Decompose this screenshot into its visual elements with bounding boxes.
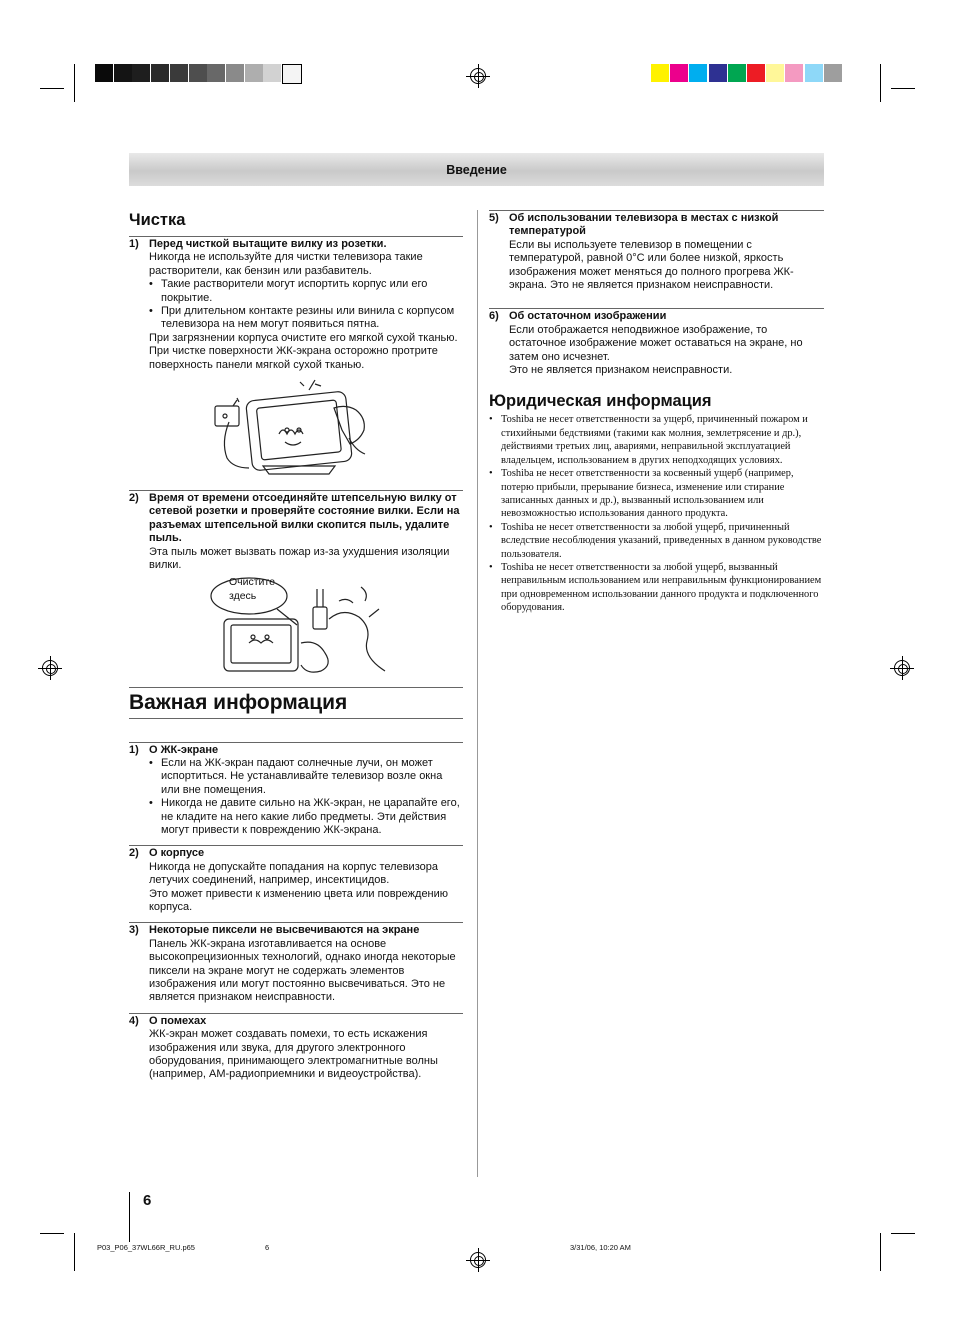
color-swatch xyxy=(132,64,150,82)
item-heading: Об остаточном изображении xyxy=(509,310,667,323)
list-item: • Toshiba не несет ответственности за любой ущерб, вызванный неправильным использованием или неправильным функционированием при одновременном использовании данного продукта и подключенного оборудования. xyxy=(489,561,822,614)
list-item: • При длительном контакте резины или винила с корпусом телевизора на нем могут появиться пятна. xyxy=(149,305,455,331)
important-item-6 xyxy=(489,308,824,377)
registration-mark-icon xyxy=(470,1252,486,1268)
footer-page: 6 xyxy=(265,1243,270,1252)
important-item-4 xyxy=(129,1013,463,1082)
page-number: 6 xyxy=(143,1192,152,1209)
item-text: ЖК-экран может создавать помехи, то есть искажения изображения или звука, для другого электронного оборудования, принимающего электромагнитные волны (например, АМ-радиоприемники и видеоустройства). xyxy=(149,1028,438,1081)
important-item-1 xyxy=(129,742,463,838)
item-text: Это может привести к изменению цвета или повреждению корпуса. xyxy=(149,887,449,913)
color-swatch xyxy=(207,64,225,82)
item-heading: Перед чисткой вытащите вилку из розетки. xyxy=(149,238,387,250)
item-heading: Время от времени отсоединяйте штепсельную вилку от сетевой розетки и проверяйте состояние вилки. Если на разъемах штепсельной вилки скопится пыль, удалите пыль. xyxy=(149,492,460,545)
color-swatch xyxy=(747,64,765,82)
important-item-5 xyxy=(489,210,824,292)
right-column xyxy=(489,210,824,615)
color-swatch xyxy=(151,64,169,82)
section-header-bar xyxy=(129,153,824,186)
crop-mark xyxy=(891,88,915,89)
crop-mark xyxy=(880,64,881,102)
important-item-3 xyxy=(129,922,463,1004)
color-swatch xyxy=(689,64,707,82)
left-column xyxy=(129,210,463,1082)
item-text: Никогда не допускайте попадания на корпус телевизора летучих соединений, например, инсектицидов. xyxy=(149,860,438,887)
crop-mark xyxy=(891,1233,915,1234)
item-text: Если вы используете телевизор в помещении с температурой, равной 0°С или более низкой, яркость изображения может меняться до полного прогрева ЖК-экрана. Это не является признаком неисправности. xyxy=(509,238,794,292)
registration-mark-icon xyxy=(42,660,58,676)
crop-mark xyxy=(880,1233,881,1271)
crop-mark xyxy=(74,64,75,102)
item-number: 5) xyxy=(489,212,499,224)
cleaning-item-1 xyxy=(129,236,463,372)
color-swatch xyxy=(709,64,727,82)
color-swatch xyxy=(245,64,263,82)
color-swatch xyxy=(282,64,302,84)
color-swatch xyxy=(766,64,784,82)
item-heading: О помехах xyxy=(149,1014,207,1027)
color-swatch xyxy=(263,64,281,82)
list-item: • Такие растворители могут испортить корпус или его покрытие. xyxy=(149,278,428,304)
color-swatch xyxy=(114,64,132,82)
list-item: • Toshiba не несет ответственности за косвенный ущерб (например, потерю прибыли, прерывание бизнеса, изменение или стирание записанных данных и др.), вызванный использованием или невозможностью использования данного продукта. xyxy=(489,468,794,520)
item-heading: О корпусе xyxy=(149,847,205,860)
color-swatch xyxy=(226,64,244,82)
item-number: 1) xyxy=(129,743,139,756)
crop-mark xyxy=(74,1233,75,1271)
item-number: 6) xyxy=(489,310,499,323)
color-swatch xyxy=(785,64,803,82)
footer-filename: P03_P06_37WL66R_RU.p65 xyxy=(97,1243,195,1252)
important-info-title: Важная информация xyxy=(129,690,348,714)
plug-cleaning-illustration xyxy=(129,577,463,677)
cleaning-title: Чистка xyxy=(129,211,186,229)
list-item: • Toshiba не несет ответственности за любой ущерб, причиненный вследствие несоблюдения указаний, приведенных в данном руководстве пользователя. xyxy=(489,521,822,560)
important-item-2 xyxy=(129,845,463,914)
item-heading: Об использовании телевизора в местах с низкой температурой xyxy=(509,212,779,238)
color-swatch xyxy=(95,64,113,82)
item-text: Никогда не используйте для чистки телевизора такие растворители, как бензин или разбавитель. xyxy=(149,251,423,277)
color-swatch xyxy=(728,64,746,82)
item-number: 4) xyxy=(129,1014,139,1027)
registration-mark-icon xyxy=(470,68,486,84)
item-number: 3) xyxy=(129,924,139,937)
section-header-title: Введение xyxy=(446,162,507,177)
crop-mark xyxy=(129,1192,130,1242)
color-swatch xyxy=(824,64,842,82)
item-number: 1) xyxy=(129,238,139,250)
tv-cleaning-illustration xyxy=(129,378,463,490)
item-text: Это не является признаком неисправности. xyxy=(509,364,733,377)
crop-mark xyxy=(40,1233,64,1234)
item-number: 2) xyxy=(129,492,139,505)
list-item: • Toshiba не несет ответственности за ущерб, причиненный пожаром и стихийными бедствиями (такими как молния, землетрясение и др.), действиями третьих лиц, авариями, неправильной эксплуатацией владельцем, использованием в других неподходящих условиях. xyxy=(489,414,808,466)
item-heading: О ЖК-экране xyxy=(149,743,219,756)
item-text: При чистке поверхности ЖК-экрана осторожно протрите поверхность панели мягкой сухой тканью. xyxy=(149,345,438,371)
footer-date: 3/31/06, 10:20 AM xyxy=(570,1243,631,1252)
color-swatch xyxy=(170,64,188,82)
item-number: 2) xyxy=(129,847,139,860)
cleaning-item-2 xyxy=(129,490,463,572)
color-swatch xyxy=(670,64,688,82)
item-text: Панель ЖК-экрана изготавливается на основе высокопрецизионных технологий, однако иногда некоторые пиксели на экране могут не содержать элементов изображения или могут постоянно высвечиваться. Это не является признаком неисправности. xyxy=(149,937,456,1004)
column-divider xyxy=(477,210,478,1177)
color-swatch xyxy=(651,64,669,82)
callout-bubble-text: Очистите здесь xyxy=(229,575,275,602)
crop-mark xyxy=(40,88,64,89)
color-swatch xyxy=(805,64,823,82)
item-heading: Некоторые пиксели не высвечиваются на экране xyxy=(149,924,420,937)
legal-info-list xyxy=(489,413,824,614)
list-item: • Никогда не давите сильно на ЖК-экран, не царапайте его, не кладите на него какие либо предметы. Эти действия могут привести к повреждению ЖК-экрана. xyxy=(149,797,460,836)
item-text: Если отображается неподвижное изображение, то остаточное изображение может оставаться на экране, но затем оно исчезнет. xyxy=(509,323,803,363)
legal-info-title: Юридическая информация xyxy=(489,392,712,411)
list-item: • Если на ЖК-экран падают солнечные лучи, он может испортиться. Не устанавливайте телевизор возле окна или вне помещения. xyxy=(149,756,443,796)
item-text: Эта пыль может вызвать пожар из-за ухудшения изоляции вилки. xyxy=(149,545,450,572)
registration-mark-icon xyxy=(894,660,910,676)
item-text: При загрязнении корпуса очистите его мягкой сухой тканью. xyxy=(149,331,458,344)
color-swatch xyxy=(189,64,207,82)
